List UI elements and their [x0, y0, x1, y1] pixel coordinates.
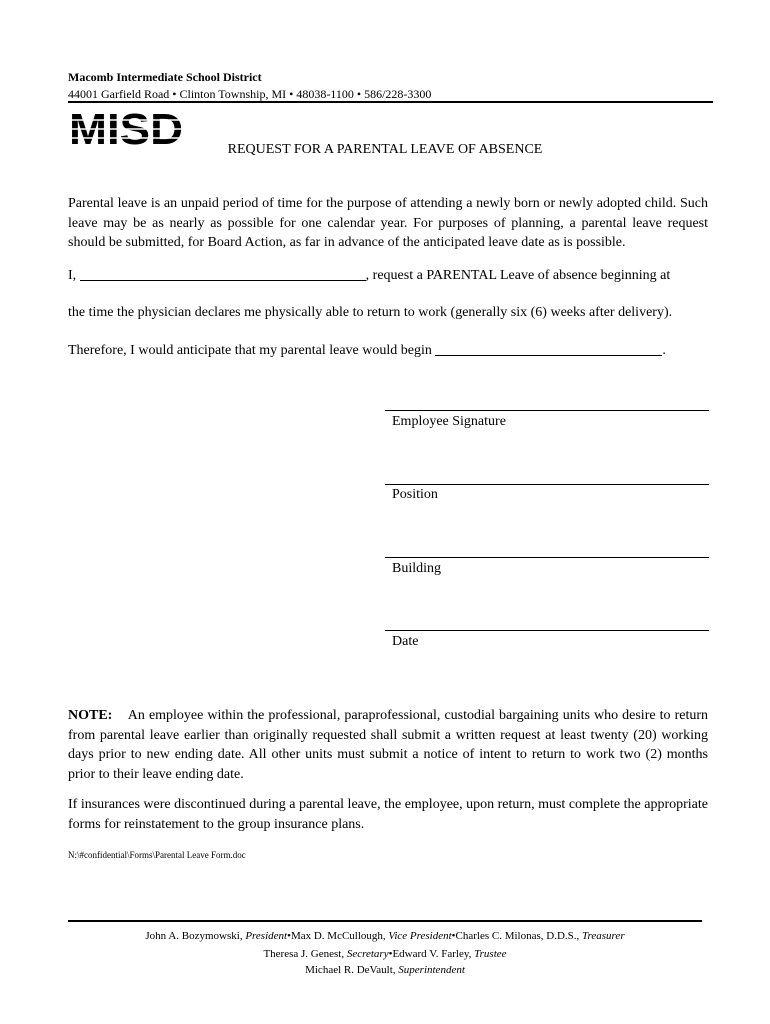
- leave-begin-date-blank[interactable]: [435, 341, 662, 356]
- board-member-title: Treasurer: [582, 930, 625, 942]
- bullet-separator: •: [451, 930, 456, 942]
- note-text: An employee within the professional, paraprofessional, custodial bargaining units who desire to return from parental leave earlier than originally requested shall submit a written request at least twenty (20) working days prior to new ending date. All other units must submit a notice of intent to return to work two (2) months prior to their leave ending date.: [68, 708, 708, 782]
- employee-name-blank[interactable]: [80, 266, 366, 281]
- board-member-name: Edward V. Farley,: [392, 948, 472, 960]
- bullet-separator: •: [388, 948, 393, 960]
- building-line[interactable]: [385, 557, 709, 558]
- board-member-title: Secretary: [346, 948, 389, 960]
- organization-name: Macomb Intermediate School District: [68, 70, 262, 84]
- intro-paragraph: Parental leave is an unpaid period of time for the purpose of attending a newly born or newly adopted child. Such leave may be as nearly as possible for one calendar year. For purposes of planning, a parental leave request should be submitted, for Board Action, as far in advance of the anticipated leave date as is possible.: [68, 196, 708, 250]
- request-line-physician: the time the physician declares me physically able to return to work (generally six (6) weeks after delivery).: [68, 305, 673, 320]
- form-title: REQUEST FOR A PARENTAL LEAVE OF ABSENCE: [227, 142, 543, 157]
- building-label: Building: [392, 561, 442, 576]
- employee-signature-label: Employee Signature: [392, 414, 506, 429]
- position-line[interactable]: [385, 484, 709, 485]
- request-line-name: [68, 266, 708, 286]
- superintendent-title: Superintendent: [398, 964, 465, 976]
- note-paragraph: [68, 706, 708, 784]
- position-label: Position: [392, 487, 438, 502]
- board-member-title: Vice President: [388, 930, 452, 942]
- footer-divider: [68, 920, 702, 922]
- employee-signature-line[interactable]: [385, 410, 709, 411]
- board-members-line-2: [0, 948, 770, 960]
- superintendent-name: Michael R. DeVault,: [305, 964, 396, 976]
- organization-address: 44001 Garfield Road • Clinton Township, MI • 48038-1100 • 586/228-3300: [68, 87, 432, 101]
- board-member-name: John A. Bozymowski,: [145, 930, 243, 942]
- date-line[interactable]: [385, 630, 709, 631]
- request-line-begin-date: [68, 341, 708, 361]
- superintendent-line: [0, 964, 770, 976]
- request-line3-suffix: .: [662, 343, 666, 358]
- file-path: N:\#confidential\Forms\Parental Leave Form.doc: [68, 850, 246, 860]
- bullet-separator: •: [287, 930, 291, 942]
- header-divider: [68, 101, 713, 103]
- insurance-paragraph: If insurances were discontinued during a parental leave, the employee, upon return, must complete the appropriate forms for reinstatement to the group insurance plans.: [68, 797, 708, 832]
- request-line3-prefix: Therefore, I would anticipate that my parental leave would begin: [68, 343, 432, 358]
- board-member-name: Max D. McCullough,: [290, 930, 386, 942]
- board-member-title: President: [245, 930, 288, 942]
- board-members-line-1: [0, 930, 770, 942]
- board-member-title: Trustee: [474, 948, 507, 960]
- board-member-name: Charles C. Milonas, D.D.S.,: [455, 930, 580, 942]
- note-label: NOTE:: [68, 708, 113, 723]
- request-line1-prefix: I,: [68, 268, 77, 283]
- date-label: Date: [392, 634, 419, 649]
- board-member-name: Theresa J. Genest,: [263, 948, 345, 960]
- request-line1-suffix: , request a PARENTAL Leave of absence beginning at: [365, 268, 671, 283]
